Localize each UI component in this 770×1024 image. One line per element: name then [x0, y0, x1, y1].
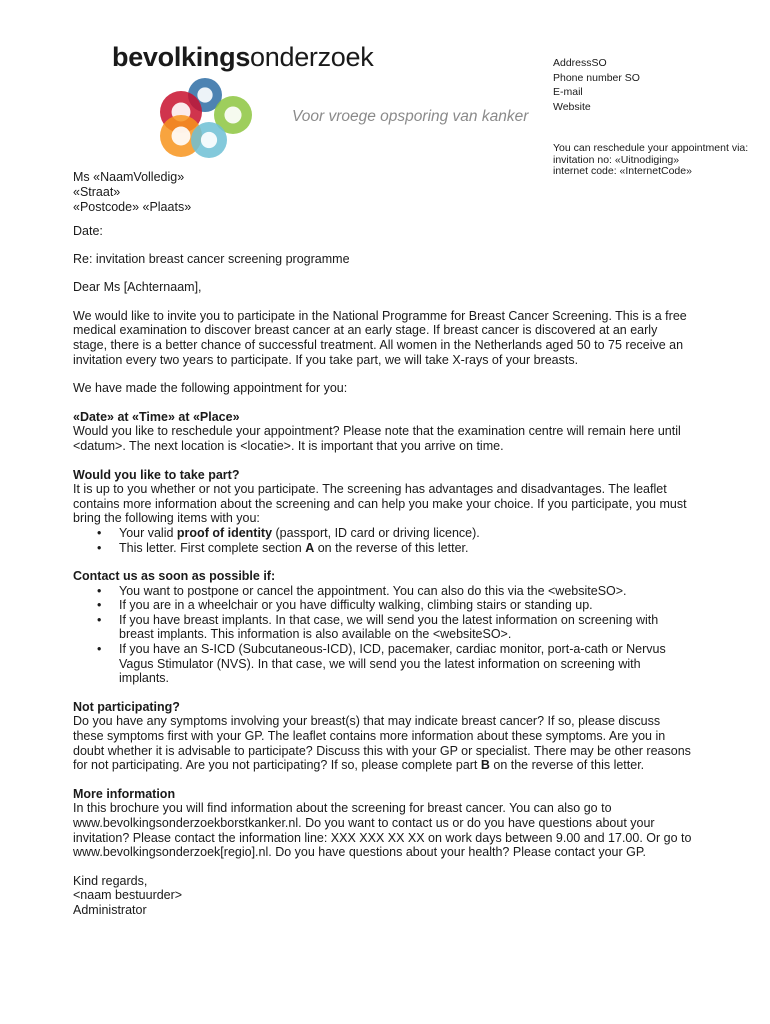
list-item: • You want to postpone or cancel the appointment. You can also do this via the <websiteSO>.: [73, 584, 693, 599]
appointment-heading: «Date» at «Time» at «Place»: [73, 409, 240, 424]
more-info-text: In this brochure you will find information about the screening for breast cancer. You can also go to www.bevolkingsonderzoekborstkanker.nl. Do you want to contact us or do you have questions about your invitation? Please contact the information line: XXX XXX XX XX on work days between 9.00 and 17.00. Or go to www.bevolkingsonderzoek[regio].nl. Do you have questions about your health? Please contact your GP.: [73, 801, 692, 860]
recipient-street: «Straat»: [73, 185, 121, 199]
teal-ring-hole: [201, 132, 217, 148]
letter-date: Date:: [73, 224, 103, 238]
letter-intro: We would like to invite you to participate in the National Programme for Breast Cancer Screening. This is a free medical examination to discover breast cancer at an early stage. If breast cancer is discovered at an early stage, there is a better chance of successful treatment. All women in the Netherlands aged 50 to 75 receive an invitation every two years to participate. If you take part, we will take X-rays of your breasts.: [73, 308, 687, 367]
list-item: • If you have breast implants. In that case, we will send you the latest information on screening with breast implants. This information is also available on the <websiteSO>.: [73, 613, 693, 642]
internet-code: internet code: «InternetCode»: [553, 165, 692, 177]
more-info-heading: More information: [73, 786, 176, 801]
green-ring-hole: [224, 106, 241, 123]
list-item: • If you have an S-ICD (Subcutaneous-ICD), ICD, pacemaker, cardiac monitor, port-a-cath or Nervus Vagus Stimulator (NVS). In that case, we will send you the latest information on screening with implants.: [73, 642, 693, 686]
sender-phone: Phone number SO: [553, 71, 640, 84]
take-part-text: It is up to you whether or not you participate. The screening has advantages and disadvantages. The leaflet contains more information about the screening and can help you make your choice. If you participate, you must bring the following items with you:: [73, 482, 687, 526]
signer-title: Administrator: [73, 902, 147, 917]
reschedule-title: You can reschedule your appointment via:: [553, 142, 749, 154]
signer-name: <naam bestuurder>: [73, 888, 183, 903]
list-item: • Your valid proof of identity (passport, ID card or driving licence).: [73, 526, 693, 541]
contact-reasons-list: [73, 584, 693, 686]
not-participating-heading: Not participating?: [73, 699, 180, 714]
not-participating-text: Do you have any symptoms involving your breast(s) that may indicate breast cancer? If so, please discuss these symptoms first with your GP. The leaflet contains more information about these symptoms. Are you in doubt whether it is advisable to participate? Discuss this with your GP or specialist. There may be other reasons for not participating. Are you not participating? If so, please complete part B on the reverse of this letter.: [73, 714, 691, 773]
orange-ring-hole: [172, 127, 191, 146]
items-to-bring-list: [73, 526, 693, 555]
appointment-text: Would you like to reschedule your appointment? Please note that the examination centre will remain here until <datum>. The next location is <locatie>. It is important that you arrive on time.: [73, 424, 681, 453]
invitation-number: invitation no: «Uitnodiging»: [553, 153, 680, 166]
logo-circles-icon: [155, 70, 255, 160]
closing: Kind regards,: [73, 873, 148, 888]
sender-address: AddressSO: [553, 57, 607, 69]
sender-email: E-mail: [553, 86, 583, 98]
recipient-name: Ms «NaamVolledig»: [73, 170, 185, 184]
reschedule-block: [553, 143, 753, 178]
contact-heading: Contact us as soon as possible if:: [73, 569, 276, 584]
logo-word-bold: bevolkings: [112, 42, 251, 72]
list-item: • If you are in a wheelchair or you have difficulty walking, climbing stairs or standing up.: [73, 598, 693, 613]
letter-body: [73, 224, 693, 918]
recipient-address: [73, 170, 191, 215]
logo-word-regular: onderzoek: [250, 42, 374, 72]
logo-tagline: Voor vroege opsporing van kanker: [292, 108, 529, 125]
logo-wordmark: [112, 42, 373, 73]
sender-contact-block: [553, 56, 640, 114]
letter-salutation: Dear Ms [Achternaam],: [73, 280, 202, 295]
sender-website: Website: [553, 100, 591, 113]
take-part-heading: Would you like to take part?: [73, 467, 240, 482]
letter-subject: Re: invitation breast cancer screening programme: [73, 251, 350, 266]
blue-ring-hole: [197, 87, 212, 102]
appointment-intro: We have made the following appointment for you:: [73, 381, 348, 396]
recipient-city: «Postcode» «Plaats»: [73, 200, 192, 214]
list-item: • This letter. First complete section A on the reverse of this letter.: [73, 541, 693, 556]
